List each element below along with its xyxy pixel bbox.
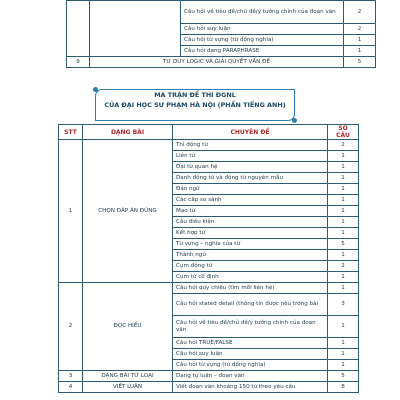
header-stt: STT — [59, 125, 83, 140]
count-cell: 1 — [328, 217, 359, 228]
topic-cell: Liên từ — [173, 151, 328, 162]
count-cell: 1 — [344, 35, 376, 46]
type-cell: DẠNG BÀI TỪ LOẠI — [83, 371, 173, 382]
type-cell: CHỌN ĐÁP ÁN ĐÚNG — [83, 140, 173, 283]
corner-dot-icon — [93, 87, 98, 92]
count-cell: 1 — [344, 46, 376, 57]
count-cell: 5 — [328, 239, 359, 250]
count-cell: 1 — [328, 151, 359, 162]
count-cell: 1 — [328, 162, 359, 173]
header-type: DẠNG BÀI — [83, 125, 173, 140]
table-row — [59, 371, 359, 382]
count-cell: 1 — [328, 272, 359, 283]
topic-cell: Từ vựng – nghĩa của từ — [173, 239, 328, 250]
stt-cell: 3 — [59, 371, 83, 382]
count-cell: 1 — [328, 206, 359, 217]
count-cell: 2 — [328, 261, 359, 272]
count-cell: 8 — [328, 382, 359, 393]
table-row — [59, 283, 359, 294]
topic-cell: Câu hỏi quy chiếu (tìm mối liên hệ) — [173, 283, 328, 294]
topic-cell: Danh động từ và động từ nguyên mẫu — [173, 173, 328, 184]
count-cell: 1 — [328, 360, 359, 371]
count-cell: 1 — [328, 195, 359, 206]
topic-cell: Câu hỏi suy luận — [181, 24, 344, 35]
count-cell: 5 — [344, 57, 376, 68]
topic-cell: Câu hỏi từ vựng (từ đồng nghĩa) — [181, 35, 344, 46]
count-cell: 2 — [344, 24, 376, 35]
topic-cell: Câu hỏi stated detail (thông tin được nêu trong bài — [173, 294, 328, 316]
matrix-title-box — [95, 89, 295, 121]
type-cell: VIẾT LUẬN — [83, 382, 173, 393]
stt-cell: 9 — [67, 57, 90, 68]
type-cell — [90, 1, 181, 57]
header-topic: CHUYÊN ĐỀ — [173, 125, 328, 140]
count-cell: 1 — [328, 228, 359, 239]
topic-cell: Câu hỏi TRUE/FALSE — [173, 338, 328, 349]
stt-cell: 1 — [59, 140, 83, 283]
table-row — [67, 1, 376, 24]
topic-cell: Kết hợp từ — [173, 228, 328, 239]
title-line-1: MA TRẬN ĐỀ THI ĐGNL — [154, 91, 236, 99]
stt-cell: 2 — [59, 283, 83, 371]
section-label: TƯ DUY LOGIC VÀ GIẢI QUYẾT VẤN ĐỀ — [90, 57, 344, 68]
count-cell: 1 — [328, 173, 359, 184]
count-cell: 1 — [328, 349, 359, 360]
header-count: SỐ CÂU — [328, 125, 359, 140]
stt-cell — [67, 1, 90, 57]
topic-cell: Câu điều kiện — [173, 217, 328, 228]
topic-cell: Viết đoạn văn khoảng 150 từ theo yêu cầu — [173, 382, 328, 393]
table-row — [59, 382, 359, 393]
topic-cell: Thì động từ — [173, 140, 328, 151]
count-cell: 2 — [344, 1, 376, 24]
count-cell: 1 — [328, 184, 359, 195]
topic-cell: Câu hỏi dạng PARAPHRASE — [181, 46, 344, 57]
count-cell: 1 — [328, 316, 359, 338]
topic-cell: Câu hỏi từ vựng (từ đồng nghĩa) — [173, 360, 328, 371]
topic-cell: Câu hỏi về tiêu đề/chủ đề/ý tưởng chính của đoạn văn — [181, 1, 344, 24]
topic-cell: Mạo từ — [173, 206, 328, 217]
topic-cell: Các cấp so sánh — [173, 195, 328, 206]
count-cell: 2 — [328, 140, 359, 151]
count-cell: 1 — [328, 283, 359, 294]
exam-matrix-table — [58, 124, 359, 393]
topic-cell: Câu hỏi suy luận — [173, 349, 328, 360]
topic-cell: Dạng tự luận – đoạn văn — [173, 371, 328, 382]
count-cell: 1 — [328, 338, 359, 349]
corner-dot-icon — [292, 118, 297, 123]
topic-cell: Cụm động từ — [173, 261, 328, 272]
stt-cell: 4 — [59, 382, 83, 393]
count-cell: 1 — [328, 250, 359, 261]
topic-cell: Đại từ quan hệ — [173, 162, 328, 173]
previous-matrix-table — [66, 0, 376, 68]
topic-cell: Câu hỏi về tiêu đề/chủ đề/ý tưởng chính của đoạn văn — [173, 316, 328, 338]
type-cell: ĐỌC HIỂU — [83, 283, 173, 371]
table-row — [67, 57, 376, 68]
count-cell: 3 — [328, 294, 359, 316]
topic-cell: Thành ngữ — [173, 250, 328, 261]
topic-cell: Cụm từ cố định — [173, 272, 328, 283]
table-header-row — [59, 125, 359, 140]
title-line-2: CỦA ĐẠI HỌC SƯ PHẠM HÀ NỘI (PHẦN TIẾNG ANH) — [104, 101, 286, 109]
topic-cell: Đảo ngữ — [173, 184, 328, 195]
table-row — [59, 140, 359, 151]
count-cell: 5 — [328, 371, 359, 382]
